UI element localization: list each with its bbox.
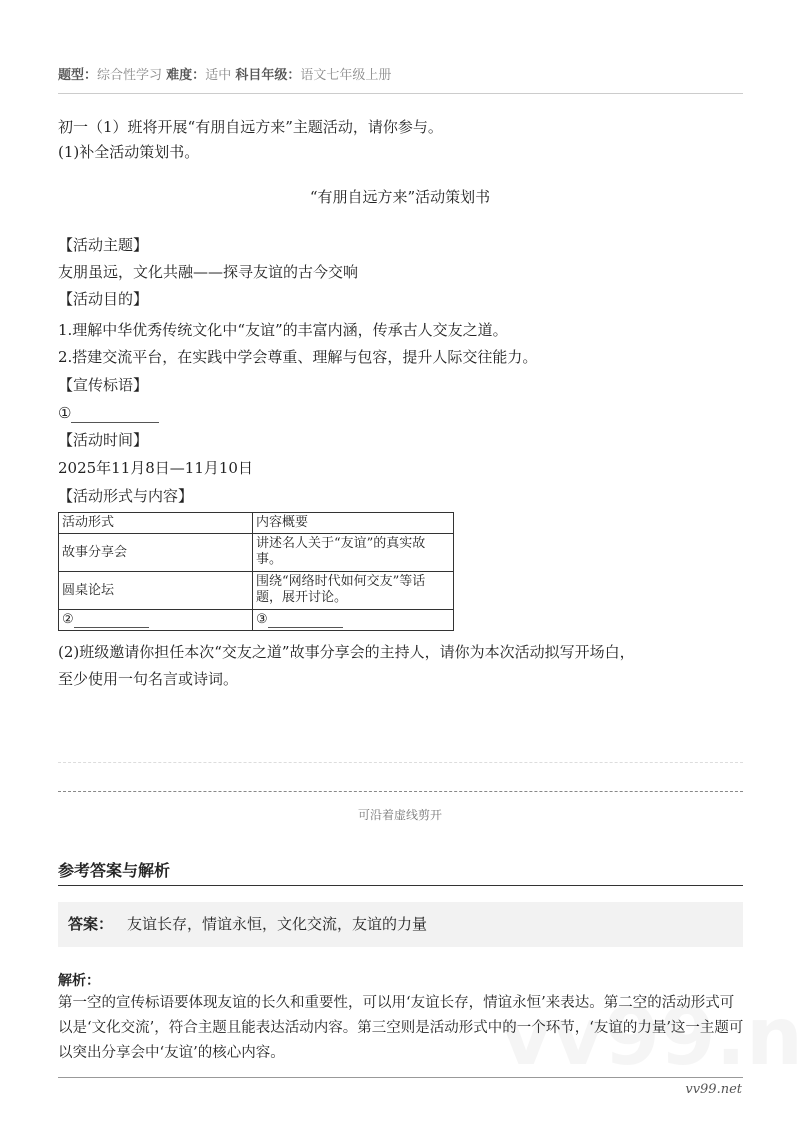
- divider: [58, 1077, 743, 1078]
- answer-line: [58, 762, 743, 763]
- answer-box: 答案： 友谊长存，情谊永恒，文化交流，友谊的力量: [58, 902, 743, 947]
- table-header-row: 活动形式 内容概要: [59, 513, 454, 534]
- cut-hint: 可沿着虚线剪开: [357, 808, 442, 822]
- footer-site: vv99.net: [685, 1082, 742, 1097]
- activity-table: [58, 512, 454, 631]
- part1-prompt: (1)补全活动策划书。: [58, 143, 200, 161]
- analysis-label: 解析：: [58, 973, 100, 989]
- theme-label: 【活动主题】: [58, 236, 149, 254]
- table-row: 圆桌论坛 围绕“网络时代如何交友”等话题，展开讨论。: [59, 572, 454, 610]
- theme-text: 友朋虽远，文化共融——探寻友谊的古今交响: [58, 263, 359, 281]
- analysis-text: 第一空的宣传标语要体现友谊的长久和重要性，可以用‘友谊长存，情谊永恒’来表达。第二空的活动形式可以是‘文化交流’，符合主题且能表达活动内容。第三空则是活动形式中的一个环节，‘友谊的力量’这一主题可以突出分享会中‘友谊’的核心内容。: [58, 995, 744, 1061]
- cut-line: [58, 791, 743, 792]
- question-meta: 题型：综合性学习 难度：适中 科目年级：语文七年级上册: [58, 68, 392, 83]
- answer-section-title: 参考答案与解析: [58, 861, 171, 880]
- part2-prompt-line2: 至少使用一句名言或诗词。: [58, 670, 239, 688]
- part2-prompt-line1: (2)班级邀请你担任本次“交友之道”故事分享会的主持人，请你为本次活动拟写开场白，: [58, 643, 635, 661]
- table-row: 故事分享会 讲述名人关于“友谊”的真实故事。: [59, 534, 454, 572]
- plan-title: “有朋自远方来”活动策划书: [309, 188, 491, 206]
- slogan-label: 【宣传标语】: [58, 376, 149, 394]
- goal-2: 2.搭建交流平台，在实践中学会尊重、理解与包容，提升人际交往能力。: [58, 348, 538, 366]
- goal-label: 【活动目的】: [58, 290, 149, 308]
- form-label: 【活动形式与内容】: [58, 487, 194, 505]
- time-text: 2025年11月8日—11月10日: [58, 459, 253, 477]
- time-label: 【活动时间】: [58, 431, 149, 449]
- question-intro: 初一（1）班将开展“有朋自远方来”主题活动，请你参与。: [58, 118, 443, 136]
- goal-1: 1.理解中华优秀传统文化中“友谊”的丰富内涵，传承古人交友之道。: [58, 321, 508, 339]
- divider: [58, 93, 743, 94]
- divider: [58, 885, 743, 886]
- blank-1: ①: [58, 403, 159, 423]
- table-row: ② ③: [59, 610, 454, 631]
